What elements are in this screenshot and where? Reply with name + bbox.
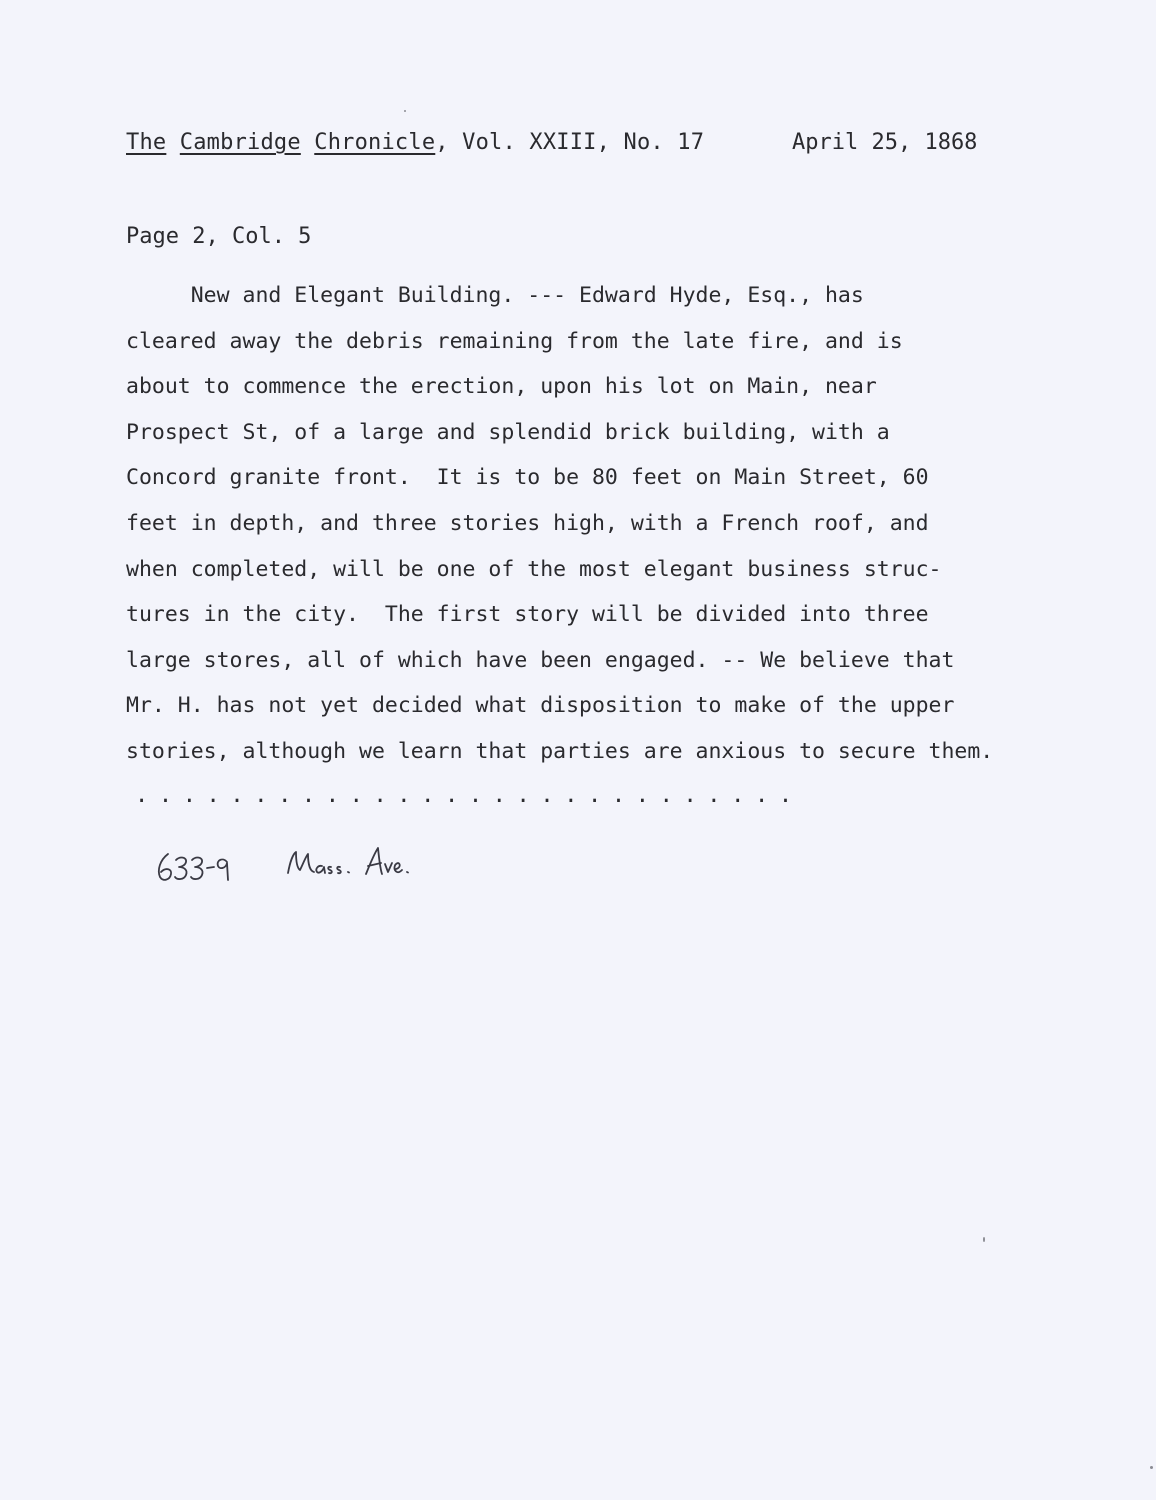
article-line: about to commence the erection, upon his lot on Main, near bbox=[126, 374, 877, 400]
article-line: tures in the city. The first story will be divided into three bbox=[126, 602, 929, 628]
paper-speck bbox=[983, 1237, 985, 1242]
page-column-reference: Page 2, Col. 5 bbox=[126, 224, 312, 249]
paper-speck bbox=[404, 110, 406, 112]
handwritten-address-note bbox=[130, 832, 490, 892]
paper-speck bbox=[1150, 1466, 1153, 1469]
article-line: cleared away the debris remaining from the late fire, and is bbox=[126, 328, 903, 354]
volume-number: , Vol. XXIII, No. 17 bbox=[435, 130, 705, 155]
article-line: Prospect St, of a large and splendid brick building, with a bbox=[126, 419, 890, 445]
article-line: stories, although we learn that parties are anxious to secure them. bbox=[126, 738, 994, 764]
article-line: large stores, all of which have been engaged. -- We believe that bbox=[126, 647, 955, 673]
newspaper-name-word-2: Cambridge bbox=[179, 130, 301, 155]
newspaper-name-word-1: The bbox=[126, 130, 167, 155]
dotted-separator: ............................ bbox=[135, 783, 803, 808]
article-line: New and Elegant Building. --- Edward Hyde, Esq., has bbox=[126, 283, 864, 308]
article-line: Mr. H. has not yet decided what disposition to make of the upper bbox=[126, 693, 955, 719]
newspaper-name-word-3: Chronicle bbox=[314, 130, 436, 155]
publication-date: April 25, 1868 bbox=[792, 130, 978, 155]
newspaper-citation bbox=[126, 130, 704, 155]
article-line: Concord granite front. It is to be 80 feet on Main Street, 60 bbox=[126, 465, 929, 491]
article-line: when completed, will be one of the most elegant business struc- bbox=[126, 556, 942, 582]
article-body bbox=[126, 281, 1086, 783]
article-line: feet in depth, and three stories high, with a French roof, and bbox=[126, 510, 929, 536]
